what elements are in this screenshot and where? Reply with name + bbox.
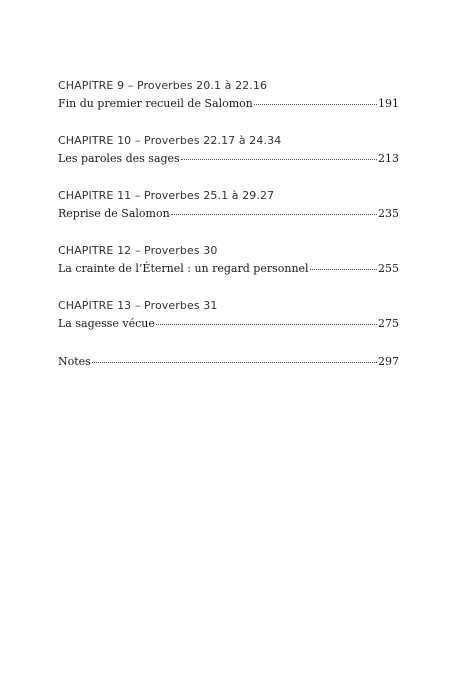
page-number: 235 xyxy=(378,207,399,220)
toc-line[interactable] xyxy=(58,316,399,331)
toc-entry-chapter-10 xyxy=(58,134,399,166)
chapter-heading: CHAPITRE 12 – Proverbes 30 xyxy=(58,244,218,257)
page-number: 213 xyxy=(378,152,399,165)
entry-title: La sagesse vécue xyxy=(58,317,155,330)
entry-title: Notes xyxy=(58,355,91,368)
toc-line[interactable] xyxy=(58,151,399,166)
chapter-heading: CHAPITRE 11 – Proverbes 25.1 à 29.27 xyxy=(58,189,275,202)
toc-entry-chapter-13 xyxy=(58,299,399,331)
toc-entry-chapter-9 xyxy=(58,79,399,111)
page-number: 255 xyxy=(378,262,399,275)
entry-title: Fin du premier recueil de Salomon xyxy=(58,97,253,110)
toc-entry-notes xyxy=(58,354,399,369)
toc-entry-chapter-11 xyxy=(58,189,399,221)
dot-leader xyxy=(254,104,377,105)
chapter-heading: CHAPITRE 9 – Proverbes 20.1 à 22.16 xyxy=(58,79,268,92)
dot-leader xyxy=(171,214,377,215)
toc-line[interactable] xyxy=(58,96,399,111)
page-number: 191 xyxy=(378,97,399,110)
entry-title: La crainte de l’Éternel : un regard personnel xyxy=(58,262,309,275)
toc-line[interactable] xyxy=(58,206,399,221)
chapter-heading: CHAPITRE 10 – Proverbes 22.17 à 24.34 xyxy=(58,134,282,147)
entry-title: Les paroles des sages xyxy=(58,152,180,165)
toc-entry-chapter-12 xyxy=(58,244,399,276)
dot-leader xyxy=(156,324,377,325)
chapter-heading: CHAPITRE 13 – Proverbes 31 xyxy=(58,299,218,312)
toc-line[interactable] xyxy=(58,261,399,276)
dot-leader xyxy=(92,362,377,363)
entry-title: Reprise de Salomon xyxy=(58,207,170,220)
page-number: 275 xyxy=(378,317,399,330)
table-of-contents xyxy=(58,79,399,392)
page-number: 297 xyxy=(378,355,399,368)
toc-line[interactable] xyxy=(58,354,399,369)
dot-leader xyxy=(181,159,377,160)
dot-leader xyxy=(310,269,377,270)
